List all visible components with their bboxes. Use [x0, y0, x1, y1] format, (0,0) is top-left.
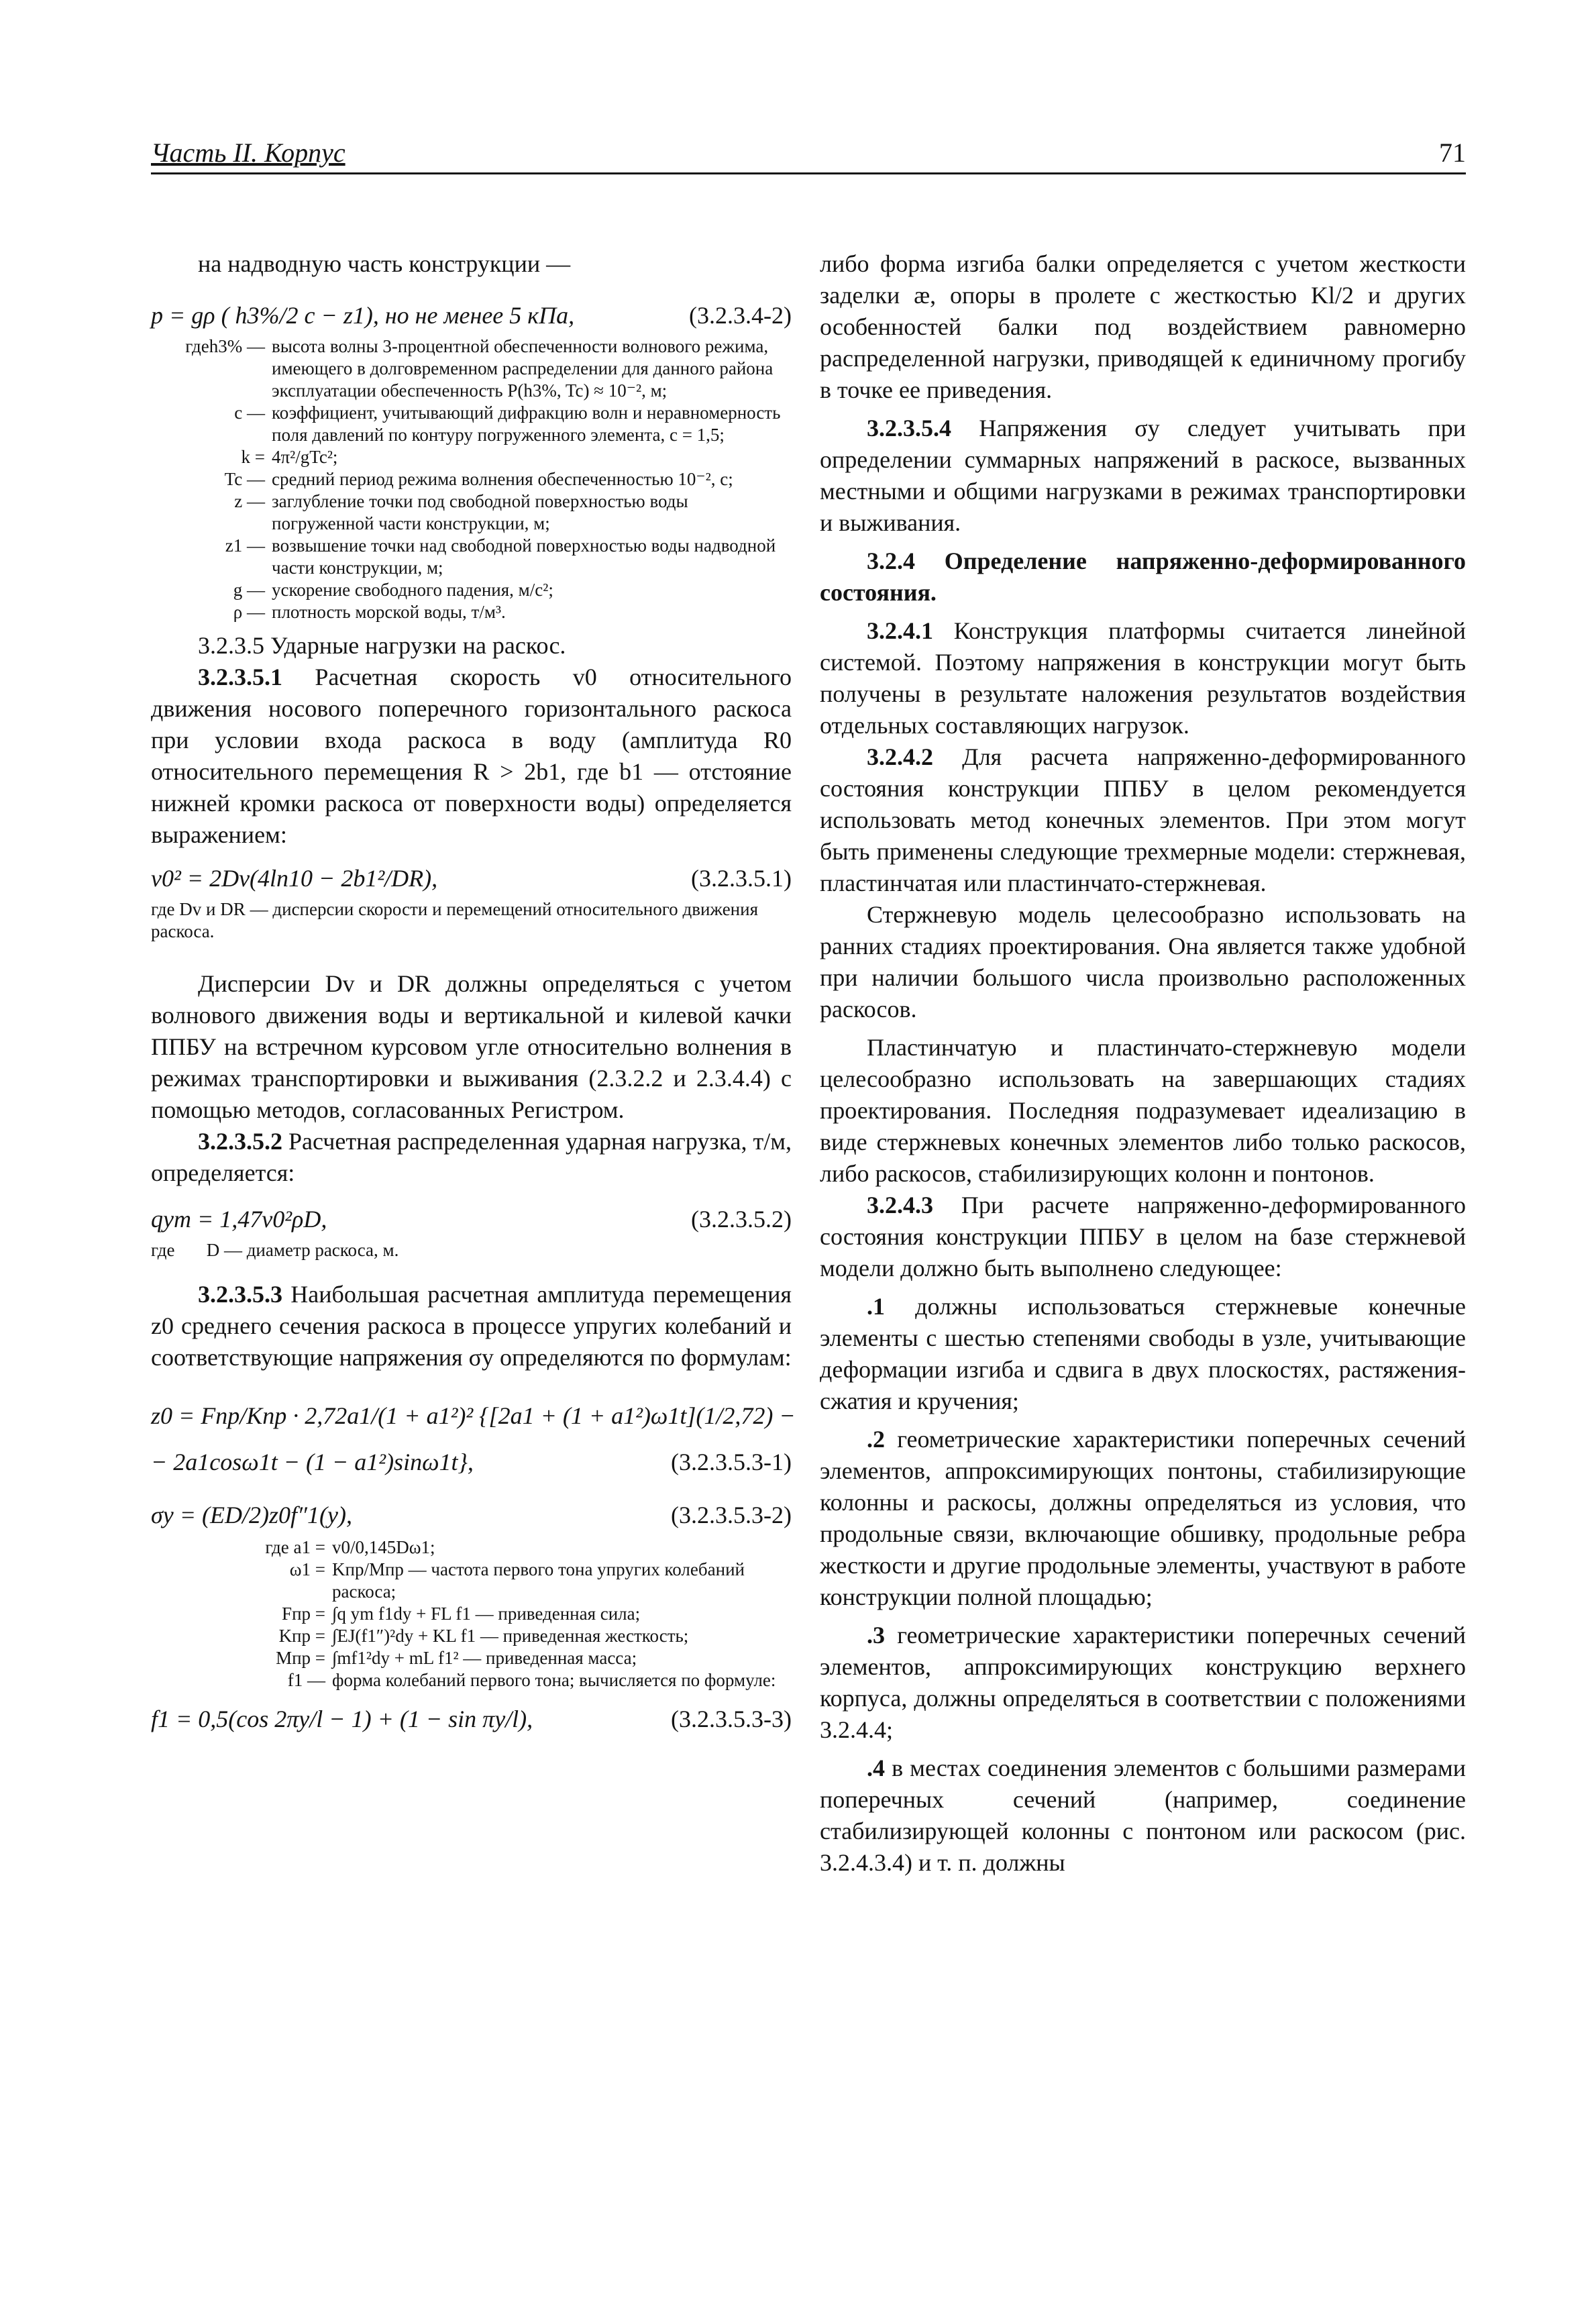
section-3.2.3.5-heading: 3.2.3.5 Ударные нагрузки на раскос.: [198, 632, 566, 659]
list-item: .4 в местах соединения элементов с большими размерами поперечных сечений (например, соединение стабилизирующей колонны с понтоном или раскосом (рис. 3.2.4.3.4) и т. п. должны: [820, 1755, 1466, 1876]
formula-expression: p = gρ ( h3%/2 c − z1), но не менее 5 кПа,: [151, 302, 575, 329]
list-item: .2 геометрические характеристики поперечных сечений элементов, аппроксимирующих понтоны, стабилизирующие колонны и раскосы, должны определяться из условия, что продольные связи, включающие обшивку, продольные ребра жесткости и другие продольные элементы, участвуют в работе конструкции полной площадью;: [820, 1426, 1466, 1610]
formula-expression: z0 = Fпр/Kпр · 2,72a1/(1 + a1²)² {[2a1 + (1 + a1²)ω1t](1/2,72) −: [151, 1402, 796, 1429]
paragraph-plate-model: Пластинчатую и пластинчато-стержневую модели целесообразно использовать на завершающих стадиях проектирования. Последняя подразумевает идеализацию в виде стержневых конечных элементов либо только раскосов, либо раскосов, стабилизирующих колонн и понтонов.: [820, 1034, 1466, 1187]
definition-row: ρ — плотность морской воды, т/м³.: [233, 602, 506, 622]
list-item: .3 геометрические характеристики поперечных сечений элементов, аппроксимирующих конструкцию верхнего корпуса, должны определяться в соответствии с положениями 3.2.4.4;: [820, 1622, 1466, 1743]
formula-3.2.3.5.1: [151, 863, 792, 894]
formula-3.2.3.5.2: [151, 1204, 792, 1235]
definition-row: Fпр = ∫q ym f1dy + FL f1 — приведенная сила;: [282, 1604, 641, 1624]
paragraph-3.2.4.2: 3.2.4.2 Для расчета напряженно-деформированного состояния конструкции ППБУ в целом рекомендуется использовать метод конечных элементов. При этом могут быть применены следующие трехмерные модели: стержневая, пластинчатая или пластинчато-стержневая.: [820, 743, 1466, 896]
section-3.2.4-heading: 3.2.4 Определение напряженно-деформированного состояния.: [820, 547, 1466, 606]
left-column: [151, 248, 796, 1739]
running-head: Часть II. Корпус: [151, 138, 345, 168]
definition-row: Mпр = ∫mf1²dy + mL f1² — приведенная масса;: [276, 1648, 637, 1668]
formula-expression: v0² = 2Dv(4ln10 − 2b1²/DR),: [151, 865, 438, 892]
paragraph-3.2.4.1: 3.2.4.1 Конструкция платформы считается линейной системой. Поэтому напряжения в конструкции могут быть получены в результате наложения результатов воздействия отдельных составляющих нагрузок.: [820, 617, 1466, 739]
intro-text: на надводную часть конструкции —: [198, 250, 571, 277]
definition-row: ω1 = Kпр/Mпр — частота первого тона упругих колебаний раскоса;: [289, 1559, 745, 1602]
formula-expression: f1 = 0,5(cos 2πy/l − 1) + (1 − sin πy/l),: [151, 1706, 533, 1732]
definition-row: z — заглубление точки под свободной поверхностью воды погруженной части конструкции, м;: [234, 491, 688, 533]
formula-3.2.3.5.3-1-line1: [151, 1400, 796, 1432]
definition-row: Tc — средний период режима волнения обеспеченностью 10⁻², с;: [224, 469, 733, 489]
definition-row: f1 — форма колебаний первого тона; вычисляется по формуле:: [287, 1670, 776, 1690]
formula-number: (3.2.3.4-2): [689, 302, 792, 329]
formula-number: (3.2.3.5.3-2): [671, 1502, 792, 1528]
page-number: 71: [1439, 138, 1466, 168]
formula-expression: qym = 1,47v0²ρD,: [151, 1206, 327, 1233]
formula-3.2.3.4-2: [151, 300, 792, 331]
formula-number: (3.2.3.5.3-1): [671, 1449, 792, 1475]
definitions-list: [151, 335, 792, 623]
paragraph-3.2.4.3: 3.2.4.3 При расчете напряженно-деформированного состояния конструкции ППБУ в целом на базе стержневой модели должно быть выполнено следующее:: [820, 1192, 1466, 1282]
definition-row: c — коэффициент, учитывающий дифракцию волн и неравномерность поля давлений по контуру погруженного элемента, c = 1,5;: [234, 403, 781, 445]
definition-row: Kпр = ∫EJ(f1″)²dy + KL f1 — приведенная жесткость;: [278, 1626, 689, 1646]
definition-row: z1 — возвышение точки над свободной поверхностью воды надводной части конструкции, м;: [225, 535, 776, 578]
paragraph-3.2.3.5.2: 3.2.3.5.2 Расчетная распределенная ударная нагрузка, т/м, определяется:: [151, 1128, 792, 1186]
definition-row: гдеh3% — высота волны 3-процентной обеспеченности волнового режима, имеющего в долговременном распределении для данного района эксплуатации обеспеченность P(h3%, Tc) ≈ 10⁻², м;: [185, 336, 774, 401]
page-header: [151, 138, 1466, 174]
definition-row: k = 4π²/gTc²;: [241, 447, 338, 467]
paragraph-bar-model: Стержневую модель целесообразно использовать на ранних стадиях проектирования. Она является также удобной при наличии большого числа произвольно расположенных раскосов.: [820, 901, 1466, 1023]
list-item: .1 должны использоваться стержневые конечные элементы с шестью степенями свободы в узле, учитывающие деформации изгиба и сдвига в двух плоскостях, растяжения-сжатия и кручения;: [820, 1293, 1466, 1414]
formula-expression: − 2a1cosω1t − (1 − a1²)sinω1t},: [151, 1449, 474, 1475]
formula-3.2.3.5.3-1-line2: [151, 1447, 792, 1478]
formula-3.2.3.5.3-2: [151, 1500, 792, 1531]
right-column: [820, 248, 1466, 1879]
definition-row: g — ускорение свободного падения, м/с²;: [233, 580, 553, 600]
paragraph-3.2.3.5.1: 3.2.3.5.1 Расчетная скорость v0 относительного движения носового поперечного горизонтального раскоса при условии входа раскоса в воду (амплитуда R0 относительного перемещения R > 2b1, где b1 — отстояние нижней кромки раскоса от поверхности воды) определяется выражением:: [151, 664, 792, 848]
definition-row: где a1 = v0/0,145Dω1;: [265, 1537, 435, 1557]
paragraph-3.2.3.5.4: 3.2.3.5.4 Напряжения σy следует учитывать при определении суммарных напряжений в раскосе, вызванных местными и общими нагрузками в режимах транспортировки и выживания.: [820, 415, 1466, 536]
paragraph-dispersions: Дисперсии Dv и DR должны определяться с учетом волнового движения воды и вертикальной и килевой качки ППБУ на встречном курсовом угле относительно волнения в режимах транспортировки и выживания (2.3.2.2 и 2.3.4.4) с помощью методов, согласованных Регистром.: [151, 970, 792, 1123]
formula-definitions: где Dv и DR — дисперсии скорости и перемещений относительного движения раскоса.: [151, 899, 758, 941]
formula-definitions: где D — диаметр раскоса, м.: [151, 1240, 399, 1260]
formula-number: (3.2.3.5.2): [691, 1206, 792, 1233]
formula-number: (3.2.3.5.3-3): [671, 1706, 792, 1732]
formula-expression: σy = (ED/2)z0f″1(y),: [151, 1502, 352, 1528]
formula-3.2.3.5.3-3: [151, 1704, 792, 1735]
definitions-list: [151, 1536, 792, 1691]
formula-number: (3.2.3.5.1): [691, 865, 792, 892]
paragraph-continued: либо форма изгиба балки определяется с учетом жесткости заделки æ, опоры в пролете с жесткостью Kl/2 и других особенностей балки под воздействием равномерно распределенной нагрузки, приводящей к единичному прогибу в точке ее приведения.: [820, 250, 1466, 403]
paragraph-3.2.3.5.3: 3.2.3.5.3 Наибольшая расчетная амплитуда перемещения z0 среднего сечения раскоса в процессе упругих колебаний и соответствующие напряжения σy определяются по формулам:: [151, 1281, 792, 1371]
